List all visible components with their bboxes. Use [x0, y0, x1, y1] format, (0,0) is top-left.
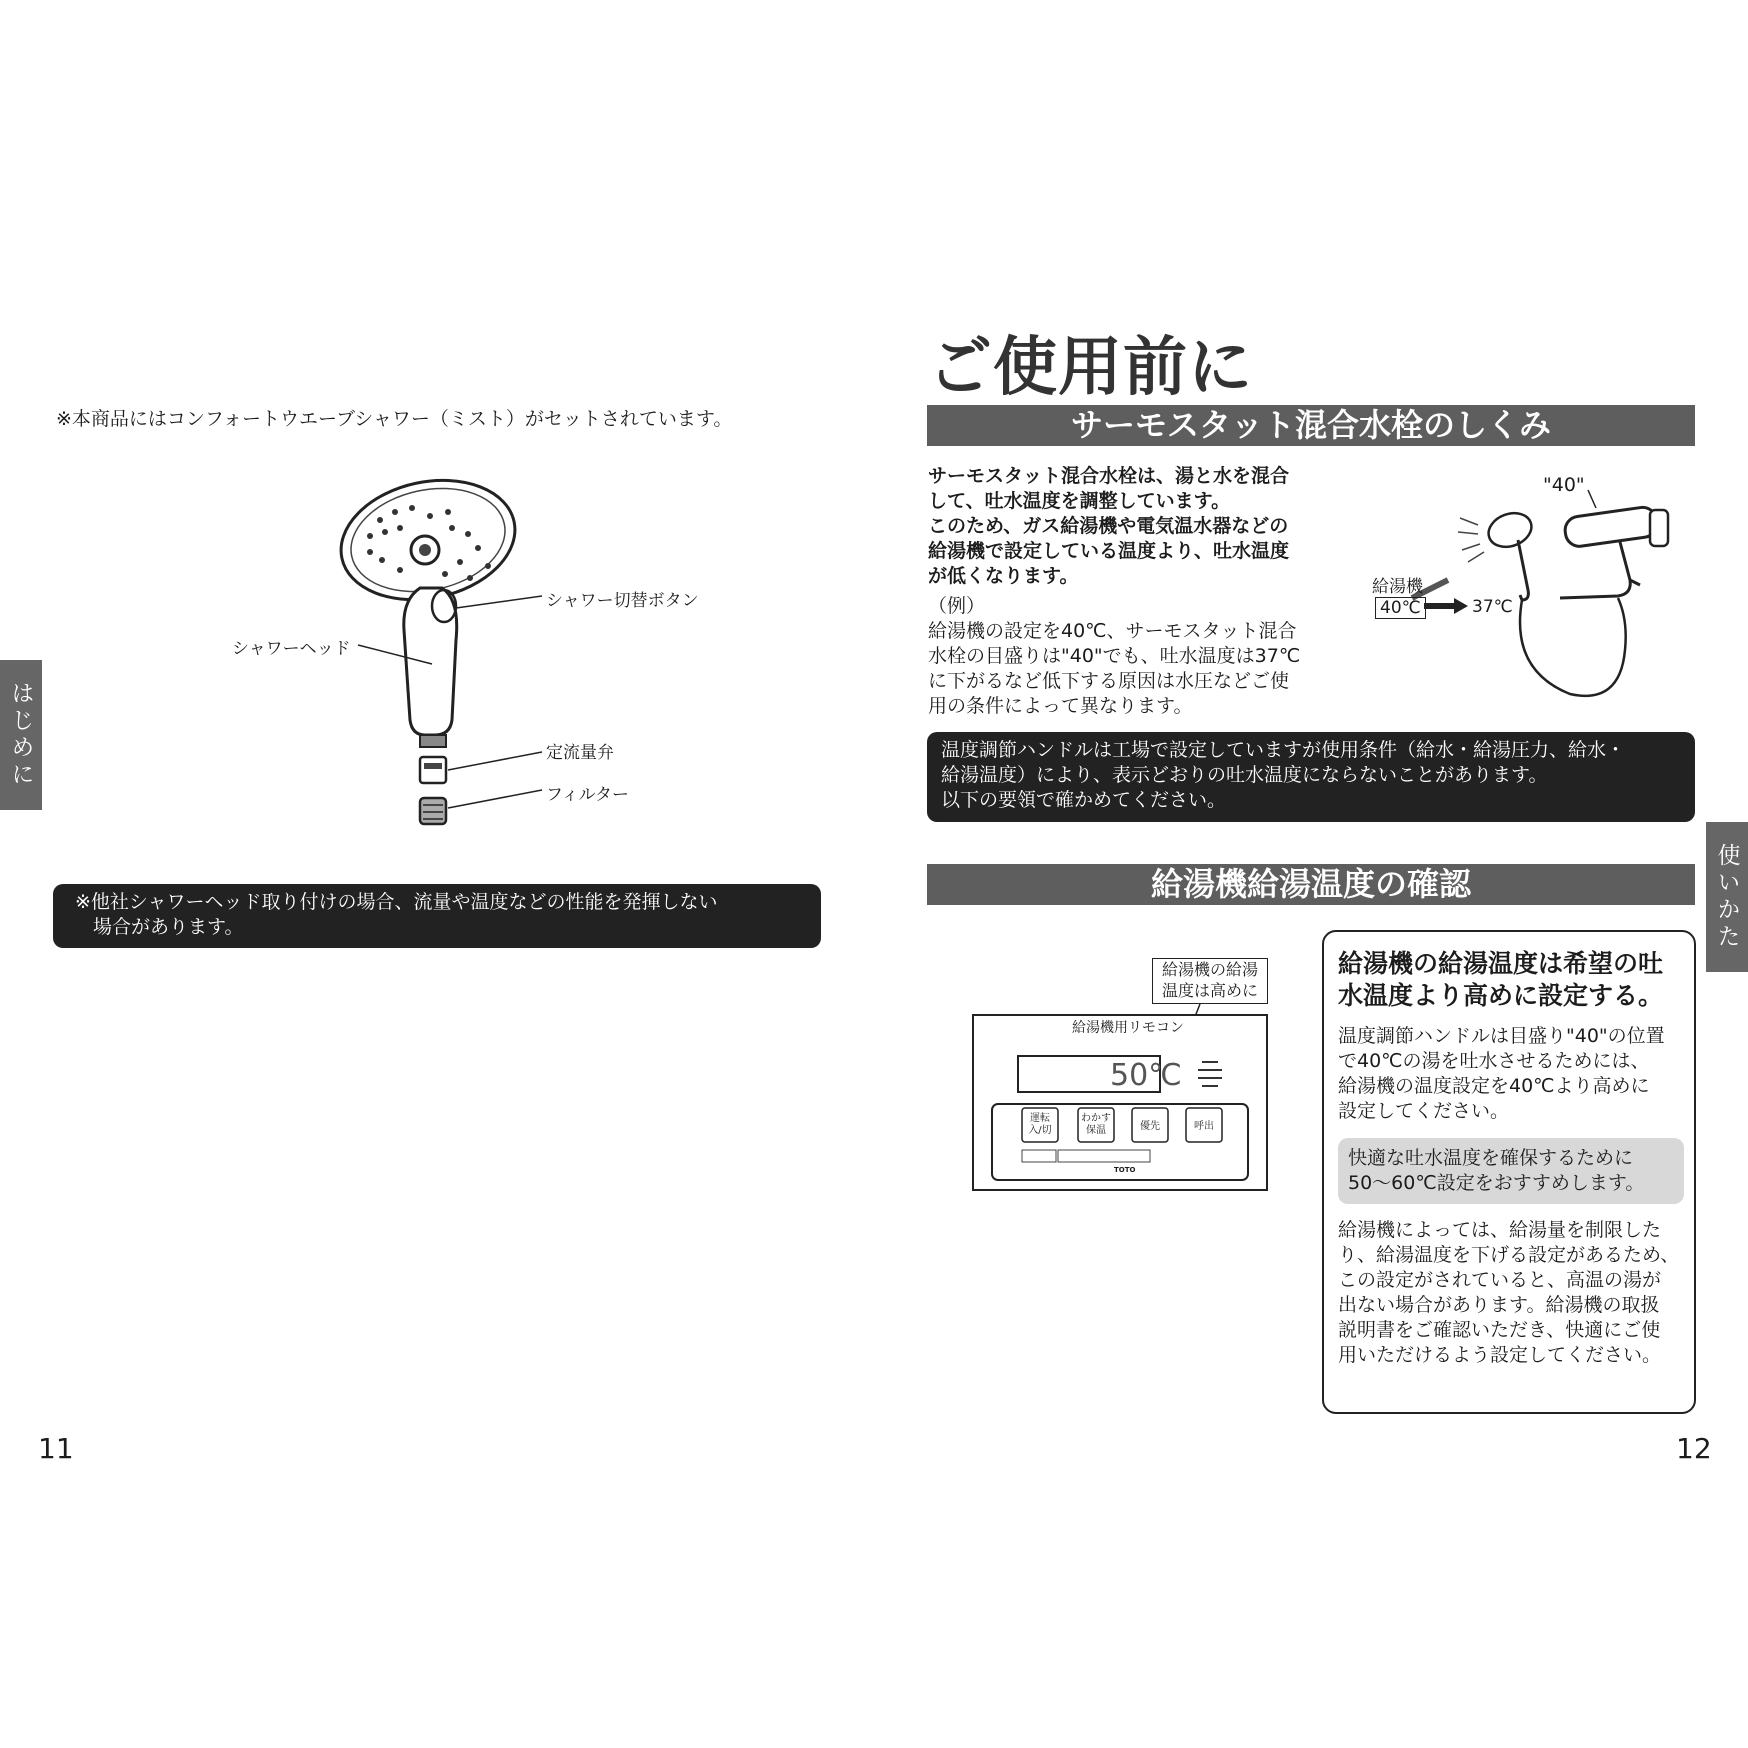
flow-valve-label: 定流量弁	[546, 743, 614, 763]
heading-line: 水温度より高めに設定する。	[1338, 981, 1664, 1010]
thermostat-explanation	[928, 464, 1338, 589]
remote-button-call[interactable]: 呼出	[1194, 1121, 1214, 1132]
tip-line: 快適な吐水温度を確保するために	[1348, 1147, 1634, 1169]
chapter-tab-intro[interactable]: はじめに	[0, 660, 42, 810]
para-line: この設定がされていると、高温の湯が	[1338, 1269, 1662, 1291]
warning-line: 温度調節ハンドルは工場で設定していますが使用条件（給水・給湯圧力、給水・	[941, 739, 1626, 761]
note-line-1: ※他社シャワーヘッド取り付けの場合、流量や温度などの性能を発揮しない	[75, 891, 718, 913]
para-line: 設定してください。	[1338, 1100, 1510, 1122]
outlet-temp: 37℃	[1472, 597, 1513, 617]
example-line: 給湯機の設定を40℃、サーモスタット混合	[928, 620, 1297, 642]
heater-label: 給湯機	[1372, 577, 1423, 597]
dial-label: "40"	[1543, 474, 1585, 496]
switch-button-label: シャワー切替ボタン	[546, 591, 699, 611]
shower-head-label: シャワーヘッド	[232, 639, 351, 659]
remote-brand: TOTO	[1114, 1166, 1136, 1174]
bold-line: が低くなります。	[928, 565, 1079, 587]
recommendation-box	[1322, 930, 1696, 1414]
box-paragraph-2	[1338, 1218, 1684, 1368]
para-line: 給湯機によっては、給湯量を制限した	[1338, 1219, 1662, 1241]
bold-line: サーモスタット混合水栓は、湯と水を混合	[928, 465, 1290, 487]
example-line: 用の条件によって異なります。	[928, 695, 1193, 717]
callout-line: 給湯機の給湯	[1161, 960, 1258, 979]
remote-callout	[1152, 958, 1268, 1004]
remote-button-reheat[interactable]: わかす保温	[1081, 1113, 1111, 1136]
page-number-left: 11	[38, 1432, 74, 1465]
box-heading	[1338, 948, 1684, 1012]
filter-label: フィルター	[546, 785, 629, 805]
other-showerhead-note	[53, 884, 821, 948]
page-number-right: 12	[1676, 1432, 1712, 1465]
example-line: 水栓の目盛りは"40"でも、吐水温度は37℃	[928, 645, 1301, 667]
tip-line: 50～60℃設定をおすすめします。	[1348, 1172, 1645, 1194]
heading-line: 給湯機の給湯温度は希望の吐	[1338, 949, 1664, 978]
example-paragraph	[928, 594, 1328, 719]
para-line: で40℃の湯を吐水させるためには、	[1338, 1050, 1650, 1072]
page-title: ご使用前に	[928, 331, 1253, 405]
bold-line: して、吐水温度を調整しています。	[928, 490, 1231, 512]
para-line: 給湯機の温度設定を40℃より高めに	[1338, 1075, 1650, 1097]
callout-line: 温度は高めに	[1161, 981, 1258, 1000]
bold-line: このため、ガス給湯機や電気温水器などの	[928, 515, 1289, 537]
section-title-heater-temp: 給湯機給湯温度の確認	[927, 864, 1695, 905]
bold-line: 給湯機で設定している温度より、吐水温度	[928, 540, 1290, 562]
top-note: ※本商品にはコンフォートウエーブシャワー（ミスト）がセットされています。	[56, 408, 733, 430]
chapter-tab-usage[interactable]: 使いかた	[1706, 822, 1748, 972]
warning-line: 給湯温度）により、表示どおりの吐水温度にならないことがあります。	[941, 764, 1548, 786]
remote-button-power[interactable]: 運転入/切	[1028, 1113, 1052, 1136]
remote-name: 給湯機用リモコン	[1072, 1020, 1184, 1036]
para-line: り、給湯温度を下げる設定があるため、	[1338, 1244, 1680, 1266]
warning-note	[927, 732, 1695, 822]
warning-line: 以下の要領で確かめてください。	[941, 789, 1227, 811]
example-line: に下がるなど低下する原因は水圧などご使	[928, 670, 1290, 692]
note-line-2: 場合があります。	[93, 916, 244, 938]
heater-temp: 40℃	[1375, 597, 1426, 619]
remote-display: 50℃	[1110, 1058, 1182, 1093]
para-line: 出ない場合があります。給湯機の取扱	[1338, 1294, 1660, 1316]
remote-button-priority[interactable]: 優先	[1140, 1121, 1160, 1132]
section-title-thermostat: サーモスタット混合水栓のしくみ	[927, 405, 1695, 446]
para-line: 用いただけるよう設定してください。	[1338, 1344, 1662, 1366]
recommendation-tip	[1338, 1138, 1684, 1204]
para-line: 温度調節ハンドルは目盛り"40"の位置	[1338, 1025, 1665, 1047]
para-line: 説明書をご確認いただき、快適にご使	[1338, 1319, 1661, 1341]
box-paragraph-1	[1338, 1024, 1684, 1124]
example-line: （例）	[928, 595, 986, 617]
